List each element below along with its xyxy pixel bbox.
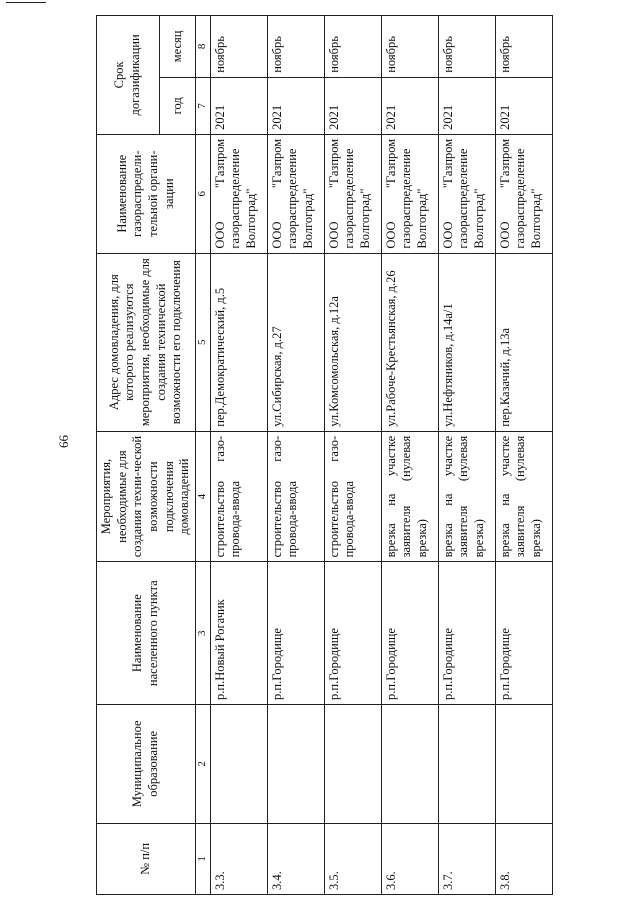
col-number: 1 — [195, 823, 210, 894]
col-number: 4 — [195, 431, 210, 562]
row-address: ул.Комсомольская, д.12а — [324, 253, 381, 431]
row-settlement: р.п.Городище — [324, 562, 381, 705]
scan-edge-mark — [6, 2, 46, 3]
col-number: 7 — [195, 77, 210, 134]
row-municipality — [495, 704, 552, 823]
row-measure: строительство газо-провода-ввода — [267, 431, 324, 562]
table-row — [210, 16, 267, 895]
row-number: 3.5. — [324, 823, 381, 894]
row-organization: ООО "Газпром газораспределение Волгоград" — [438, 134, 495, 253]
table-row — [495, 16, 552, 895]
row-measure: строительство газо-провода-ввода — [210, 431, 267, 562]
row-number: 3.3. — [210, 823, 267, 894]
row-number: 3.7. — [438, 823, 495, 894]
row-month: ноябрь — [495, 16, 552, 78]
col-number: 6 — [195, 134, 210, 253]
table-row — [324, 16, 381, 895]
row-organization: ООО "Газпром газораспределение Волгоград" — [210, 134, 267, 253]
row-year: 2021 — [267, 77, 324, 134]
header-municipality: Муниципальное образование — [97, 704, 196, 823]
col-number: 2 — [195, 704, 210, 823]
row-month: ноябрь — [381, 16, 438, 78]
col-number: 8 — [195, 16, 210, 78]
row-year: 2021 — [324, 77, 381, 134]
gasification-table — [96, 15, 553, 895]
row-organization: ООО "Газпром газораспределение Волгоград" — [381, 134, 438, 253]
row-measure: врезка на участке заявителя (нулевая врезка) — [438, 431, 495, 562]
row-organization: ООО "Газпром газораспределение Волгоград" — [324, 134, 381, 253]
row-month: ноябрь — [438, 16, 495, 78]
header-year: год — [159, 77, 195, 134]
col-number: 5 — [195, 253, 210, 431]
row-municipality — [267, 704, 324, 823]
row-settlement: р.п.Городище — [267, 562, 324, 705]
col-number: 3 — [195, 562, 210, 705]
header-address: Адрес домовладения, для которого реализуются мероприятия, необходимые для создания технической возможности его подключения — [97, 253, 196, 431]
row-month: ноябрь — [324, 16, 381, 78]
row-municipality — [210, 704, 267, 823]
row-year: 2021 — [381, 77, 438, 134]
header-organization: Наименование газораспредели-тельной органи-зации — [97, 134, 196, 253]
row-year: 2021 — [210, 77, 267, 134]
row-settlement: р.п.Городище — [381, 562, 438, 705]
row-address: ул.Сибирская, д.27 — [267, 253, 324, 431]
header-num: № п/п — [97, 823, 196, 894]
header-deadline: Срок догазификации — [97, 16, 160, 135]
column-numbers-row — [195, 16, 210, 895]
row-address: пер.Казачий, д.13а — [495, 253, 552, 431]
row-measure: строительство газо-провода-ввода — [324, 431, 381, 562]
table-row — [438, 16, 495, 895]
row-measure: врезка на участке заявителя (нулевая врезка) — [495, 431, 552, 562]
row-settlement: р.п.Городище — [438, 562, 495, 705]
page-number: 66 — [56, 435, 71, 448]
rotated-table-container — [96, 15, 620, 895]
header-month: месяц — [159, 16, 195, 78]
row-number: 3.4. — [267, 823, 324, 894]
row-month: ноябрь — [267, 16, 324, 78]
row-measure: врезка на участке заявителя (нулевая врезка) — [381, 431, 438, 562]
row-month: ноябрь — [210, 16, 267, 78]
header-measures: Мероприятия, необходимые для создания техни-ческой возможности подключения домовладений — [97, 431, 196, 562]
row-number: 3.6. — [381, 823, 438, 894]
table-row — [381, 16, 438, 895]
row-year: 2021 — [438, 77, 495, 134]
row-address: ул.Рабоче-Крестьянская, д.26 — [381, 253, 438, 431]
row-municipality — [324, 704, 381, 823]
row-municipality — [438, 704, 495, 823]
row-organization: ООО "Газпром газораспределение Волгоград" — [495, 134, 552, 253]
row-settlement: р.п.Новый Рогачик — [210, 562, 267, 705]
row-organization: ООО "Газпром газораспределение Волгоград" — [267, 134, 324, 253]
row-municipality — [381, 704, 438, 823]
header-settlement: Наименование населенного пункта — [97, 562, 196, 705]
row-address: ул.Нефтяников, д.14а/1 — [438, 253, 495, 431]
table-row — [267, 16, 324, 895]
row-year: 2021 — [495, 77, 552, 134]
row-settlement: р.п.Городище — [495, 562, 552, 705]
row-number: 3.8. — [495, 823, 552, 894]
row-address: пер.Демократический, д.5 — [210, 253, 267, 431]
